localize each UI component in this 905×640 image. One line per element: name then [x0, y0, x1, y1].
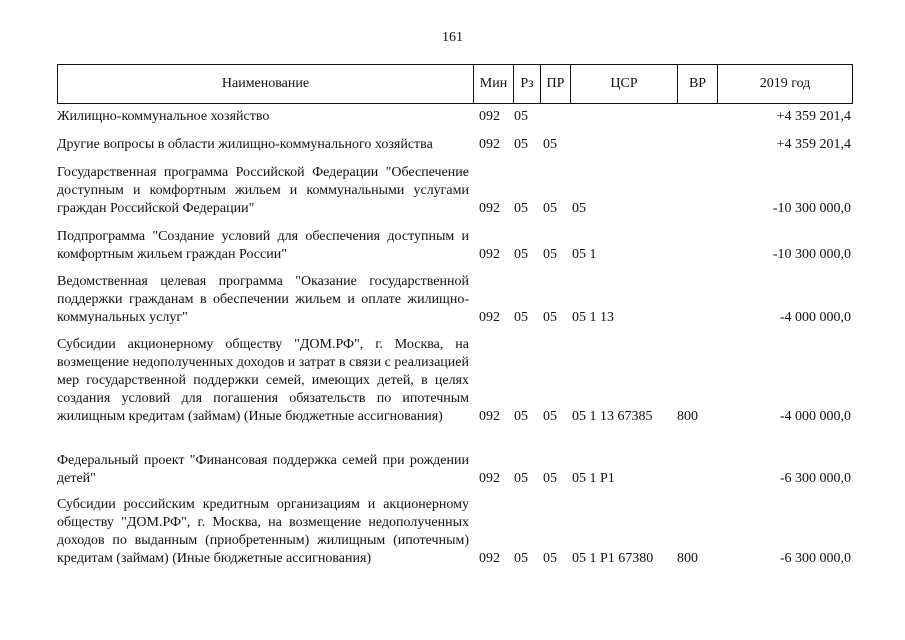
table-row [57, 496, 852, 568]
row-name: Государственная программа Российской Федерации "Обеспечение доступным и комфортным жильем и коммунальными услугами граждан Российской Федерации" [57, 165, 469, 216]
header-name: Наименование [221, 76, 310, 91]
row-name: Другие вопросы в области жилищно-коммунального хозяйства [57, 137, 433, 152]
header-vr: ВР [677, 65, 717, 103]
row-min: 092 [479, 247, 500, 262]
row-rz: 05 [514, 247, 528, 262]
row-csr: 05 1 [572, 247, 597, 262]
row-pr: 05 [543, 137, 557, 152]
table-row [57, 228, 852, 264]
header-year: 2019 год [717, 65, 852, 103]
row-name: Жилищно-коммунальное хозяйство [57, 109, 270, 124]
row-name: Субсидии российским кредитным организациям и акционерному обществу "ДОМ.РФ", г. Москва, на возмещение недополученных доходов по выданным (приобретенным) жилищным (ипотечным) кредитам (займам) (Иные бюджетные ассигнования) [57, 497, 469, 566]
row-rz: 05 [514, 471, 528, 486]
row-name: Субсидии акционерному обществу "ДОМ.РФ", г. Москва, на возмещение недополученных доходов и затрат в связи с реализацией мер государственной поддержки семей, имеющих детей, в целях создания условий для погашения обязательств по ипотечным жилищным кредитам (займам) (Иные бюджетные ассигнования) [57, 337, 469, 424]
row-name: Федеральный проект "Финансовая поддержка семей при рождении детей" [57, 453, 469, 486]
row-vr: 800 [677, 551, 698, 566]
row-csr: 05 1 13 [572, 310, 614, 325]
row-amount: -10 300 000,0 [772, 247, 851, 262]
row-amount: +4 359 201,4 [776, 109, 851, 124]
row-amount: -6 300 000,0 [779, 471, 851, 486]
header-rz: Рз [513, 65, 540, 103]
table-row [57, 164, 852, 218]
row-csr: 05 1 P1 [572, 471, 615, 486]
row-name: Подпрограмма "Создание условий для обеспечения доступным и комфортным жильем граждан России" [57, 229, 469, 262]
row-amount: -6 300 000,0 [779, 551, 851, 566]
row-amount: +4 359 201,4 [776, 137, 851, 152]
row-vr: 800 [677, 409, 698, 424]
table-row [57, 452, 852, 488]
table-row [57, 336, 852, 426]
table-row [57, 108, 852, 126]
row-pr: 05 [543, 551, 557, 566]
header-csr: ЦСР [570, 65, 677, 103]
row-amount: -10 300 000,0 [772, 201, 851, 216]
row-rz: 05 [514, 551, 528, 566]
table-header [57, 64, 853, 104]
row-csr: 05 1 P1 67380 [572, 551, 654, 566]
row-amount: -4 000 000,0 [779, 310, 851, 325]
row-pr: 05 [543, 310, 557, 325]
row-min: 092 [479, 109, 500, 124]
header-min: Мин [473, 65, 513, 103]
row-pr: 05 [543, 471, 557, 486]
header-pr: ПР [540, 65, 570, 103]
row-name: Ведомственная целевая программа "Оказание государственной поддержки гражданам в обеспечении жильем и оплате жилищно-коммунальных услуг" [57, 274, 469, 325]
row-min: 092 [479, 201, 500, 216]
row-pr: 05 [543, 247, 557, 262]
page-number: 161 [442, 30, 463, 45]
row-rz: 05 [514, 137, 528, 152]
row-min: 092 [479, 409, 500, 424]
row-min: 092 [479, 137, 500, 152]
row-rz: 05 [514, 201, 528, 216]
row-min: 092 [479, 471, 500, 486]
row-csr: 05 1 13 67385 [572, 409, 653, 424]
table-row [57, 136, 852, 154]
row-min: 092 [479, 551, 500, 566]
row-pr: 05 [543, 409, 557, 424]
table-row [57, 273, 852, 327]
row-amount: -4 000 000,0 [779, 409, 851, 424]
row-pr: 05 [543, 201, 557, 216]
row-min: 092 [479, 310, 500, 325]
row-rz: 05 [514, 109, 528, 124]
row-csr: 05 [572, 201, 586, 216]
row-rz: 05 [514, 409, 528, 424]
row-rz: 05 [514, 310, 528, 325]
